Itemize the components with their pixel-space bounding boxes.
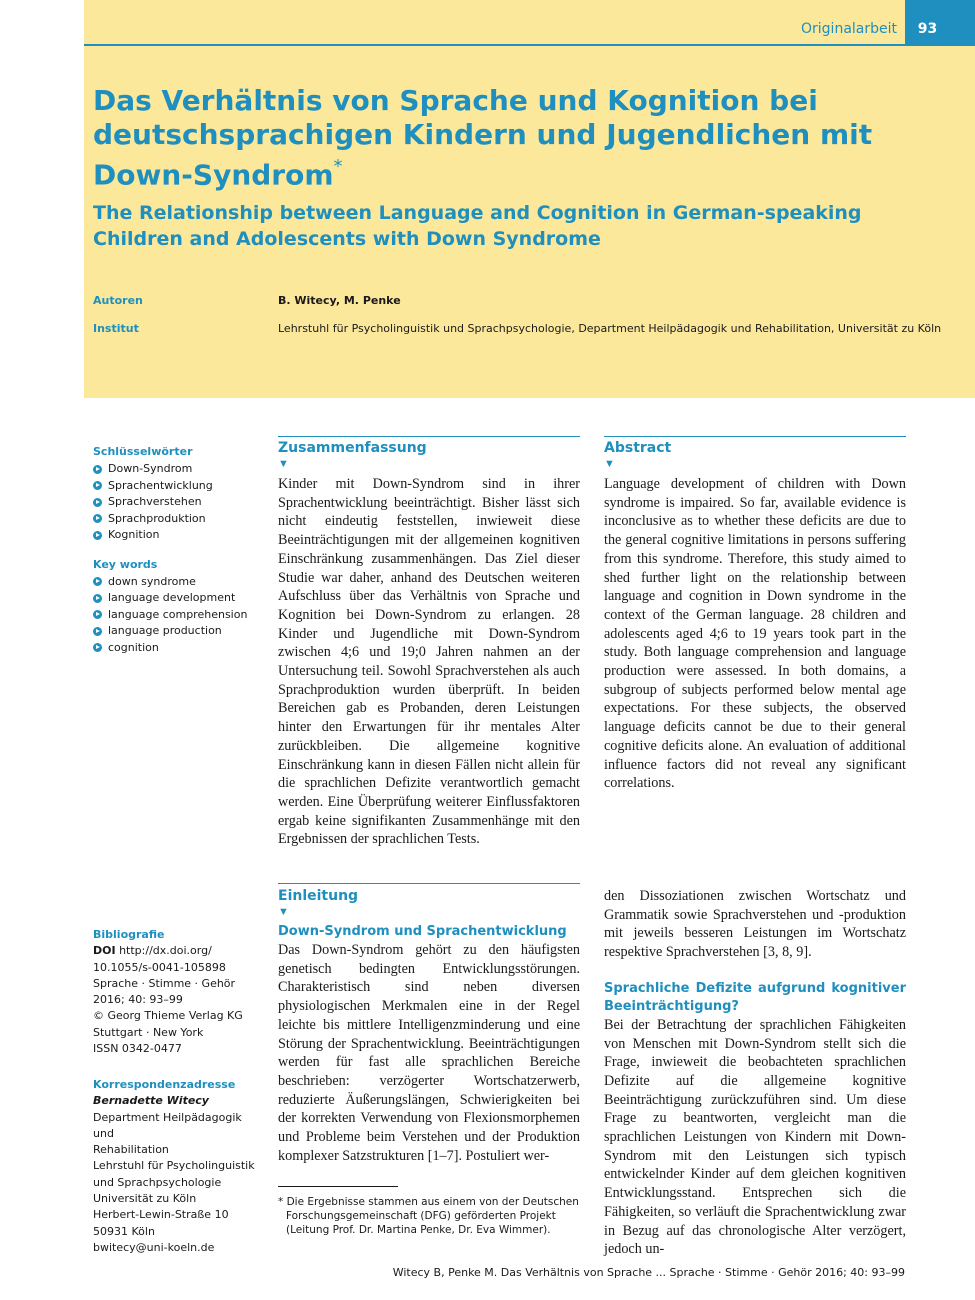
address-line: Lehrstuhl für Psycholinguistik [93, 1159, 255, 1173]
address-line: Herbert-Lewin-Straße 10 [93, 1208, 229, 1222]
section-tag: Originalarbeit [801, 21, 897, 37]
keyword-item [93, 461, 263, 478]
doi-label: DOI [93, 944, 116, 958]
abstract-heading: Abstract [604, 440, 672, 456]
down-triangle-icon: ▼ [604, 458, 615, 470]
title-footnote-mark: * [333, 156, 343, 177]
korrespondenz [93, 1077, 263, 1256]
biblio-line: © Georg Thieme Verlag KG [93, 1009, 243, 1023]
keyword-text: cognition [108, 640, 159, 654]
keyword-item [93, 527, 263, 544]
abstract-section [604, 439, 906, 793]
footnote-rule [278, 1186, 398, 1187]
keyword-item [93, 494, 263, 511]
arrow-bullet-icon [93, 627, 102, 636]
right-body-column [604, 887, 906, 1259]
bibliografie-heading: Bibliografie [93, 928, 165, 941]
korrespondenz-name: Bernadette Witecy [93, 1094, 209, 1108]
keywords-column [93, 445, 263, 670]
einleitung-section [278, 887, 580, 1165]
keywords-en-heading: Key words [93, 557, 158, 571]
institute-label: Institut [93, 322, 139, 335]
keyword-text: Kognition [108, 528, 160, 541]
zusammenfassung-section [278, 439, 580, 849]
keyword-item [93, 640, 263, 657]
defizite-text: Bei der Betrachtung der sprachlichen Fähigkeiten von Menschen mit Down-Syndrom stellt sich die Frage, inwieweit die beobachteten sprachlichen Defizite auf die allgemeine kognitive Beeinträchtigung zurückzuführen sind. Um diese Frage zu beantworten, vergleicht man die sprachlichen Leistungen von Kindern mit Down-Syndrom mit den Leistungen sich typisch entwickelnder Kinder auf dem gleichen kognitiven Entwicklungsstand. Entsprechen sich die Fähigkeiten, so verläuft die Sprachentwicklung zwar in Bezug auf das chronologische Alter verzögert, jedoch un- [604, 1016, 906, 1258]
email-link[interactable]: bwitecy@uni-koeln.de [93, 1240, 215, 1254]
title-german-text: Das Verhältnis von Sprache und Kognition bei deutschsprachigen Kindern und Jugendlichen mit Down-Syndrom [93, 84, 873, 192]
header-rule [84, 44, 905, 46]
section-rule [278, 436, 580, 437]
einleitung-subheading: Down-Syndrom und Sprachentwicklung [278, 924, 567, 939]
zusammenfassung-heading: Zusammenfassung [278, 440, 427, 456]
institute: Lehrstuhl für Psycholinguistik und Sprachpsychologie, Department Heilpädagogik und Rehabilitation, Universität zu Köln [278, 322, 942, 335]
keyword-item [93, 590, 263, 607]
doi-link[interactable]: http://dx.doi.org/ [119, 944, 212, 958]
arrow-bullet-icon [93, 481, 102, 490]
authors-label: Autoren [93, 294, 143, 307]
keyword-text: language production [108, 624, 222, 637]
page-footer: Witecy B, Penke M. Das Verhältnis von Sprache ... Sprache · Stimme · Gehör 2016; 40: 93–99 [392, 1266, 905, 1279]
keyword-text: down syndrome [108, 574, 196, 588]
section-rule [278, 883, 580, 884]
address-line: Rehabilitation [93, 1143, 169, 1157]
arrow-bullet-icon [93, 610, 102, 619]
keyword-text: language development [108, 591, 236, 604]
arrow-bullet-icon [93, 498, 102, 507]
zusammenfassung-text: Kinder mit Down-Syndrom sind in ihrer Sprachentwicklung beeinträchtigt. Bisher lässt sich nicht eindeutig feststellen, inwieweit diese Beeinträchtigungen mit der allgemeinen kognitiven Einschränkung zusammenhängen. Das Ziel dieser Studie war daher, anhand des Deutschen weiteren Aufschluss über das Verhältnis von Sprache und Kognition bei Down-Syndrom zu erlangen. 28 Kinder und Jugendliche mit Down-Syndrom zwischen 4;6 und 19;0 Jahren nahmen an der Untersuchung teil. Sowohl Sprachverstehen als auch Sprachproduktion wurden überprüft. In beiden Bereichen gab es Probanden, deren Leistungen hinter den Erwartungen für ihr mentales Alter zurückbleiben. Die allgemeine kognitive Einschränkung kann in diesen Fällen nicht allein für die sprachlichen Defizite verantwortlich gemacht werden. Eine Überprüfung weiterer Einflussfaktoren ergab keine signifikanten Zusammenhänge mit den Ergebnissen der sprachlichen Tests. [278, 476, 580, 848]
down-triangle-icon: ▼ [278, 458, 289, 470]
arrow-bullet-icon [93, 577, 102, 586]
arrow-bullet-icon [93, 514, 102, 523]
address-line: und Sprachpsychologie [93, 1175, 222, 1189]
keywords-en-list [93, 574, 263, 657]
down-triangle-icon: ▼ [278, 906, 289, 918]
title-german [93, 84, 893, 192]
header-band [84, 0, 975, 398]
arrow-bullet-icon [93, 465, 102, 474]
page-number-box [905, 0, 975, 46]
arrow-bullet-icon [93, 594, 102, 603]
abstract-text: Language development of children with Down syndrome is impaired. So far, available evidence is inconclusive as to whether these deficits are due to the general cognitive limitations in persons suffering from this syndrome. Therefore, this study aimed to shed further light on the relationship between language and cognition in Down syndrome in the context of the German language. 28 children and adolescents aged 4;6 to 19 years took part in the study. Both language comprehension and language production were assessed. In both domains, a subgroup of subjects performed below mental age expectations. For these subjects, the observed language deficits cannot be due to their general cognitive deficits alone. An evaluation of additional influence factors did not reveal any significant correlations. [604, 476, 906, 792]
biblio-line: Sprache · Stimme · Gehör [93, 976, 236, 990]
continuation-text: den Dissoziationen zwischen Wortschatz und Grammatik sowie Sprachverstehen und -produktion mit jeweils besseren Leistungen im Wortschatz respektive Sprachverstehen [3, 8, 9]. [604, 888, 906, 961]
keyword-text: Sprachproduktion [108, 511, 206, 525]
biblio-line: 2016; 40: 93–99 [93, 993, 183, 1007]
biblio-line: ISSN 0342-0477 [93, 1042, 182, 1056]
authors: B. Witecy, M. Penke [278, 294, 401, 307]
section-rule [604, 436, 906, 437]
arrow-bullet-icon [93, 643, 102, 652]
einleitung-heading: Einleitung [278, 888, 359, 904]
address-line: 50931 Köln [93, 1224, 155, 1238]
doi-line [93, 943, 263, 959]
title-english: The Relationship between Language and Cognition in German-speaking Children and Adolescents with Down Syndrome [93, 202, 862, 250]
keyword-text: Down-Syndrom [108, 462, 193, 475]
defizite-subheading: Sprachliche Defizite aufgrund kognitiver Beeinträchtigung? [604, 980, 906, 1014]
einleitung-text: Das Down-Syndrom gehört zu den häufigsten genetisch bedingten Entwicklungsstörungen. Charakteristisch sind neben diversen physiologischen Merkmalen eine in der Regel leichte bis mittlere Intelligenzminderung und eine Störung der Sprachentwicklung. Beeinträchtigungen werden für fast alle sprachlichen Bereiche beschrieben: verzögerter Wortschatzerwerb, reduzierte Äußerungslängen, Schwierigkeiten bei der korrekten Verwendung von Flexionsmorphemen und Probleme beim Verstehen und der Produktion komplexer Satzstrukturen [1–7]. Postuliert wer- [278, 942, 580, 1164]
keywords-de-heading: Schlüsselwörter [93, 445, 193, 458]
keywords-de-list [93, 461, 263, 544]
footnote: * Die Ergebnisse stammen aus einem von der Deutschen Forschungsgemeinschaft (DFG) geförderten Projekt (Leitung Prof. Dr. Martina Penke, Dr. Eva Wimmer). [278, 1196, 579, 1236]
address-line: Department Heilpädagogik und [93, 1110, 242, 1140]
keyword-item [93, 574, 263, 591]
keyword-item [93, 607, 263, 624]
biblio-line: 10.1055/s-0041-105898 [93, 960, 226, 974]
keyword-item [93, 478, 263, 495]
address-line: Universität zu Köln [93, 1192, 197, 1206]
keyword-text: Sprachentwicklung [108, 478, 213, 492]
keyword-text: Sprachverstehen [108, 495, 202, 508]
arrow-bullet-icon [93, 531, 102, 540]
page-number: 93 [917, 21, 938, 37]
korrespondenz-heading: Korrespondenzadresse [93, 1078, 236, 1091]
keyword-text: language comprehension [108, 607, 248, 621]
keyword-item [93, 511, 263, 528]
bibliografie [93, 927, 263, 1057]
biblio-line: Stuttgart · New York [93, 1025, 204, 1039]
keyword-item [93, 623, 263, 640]
